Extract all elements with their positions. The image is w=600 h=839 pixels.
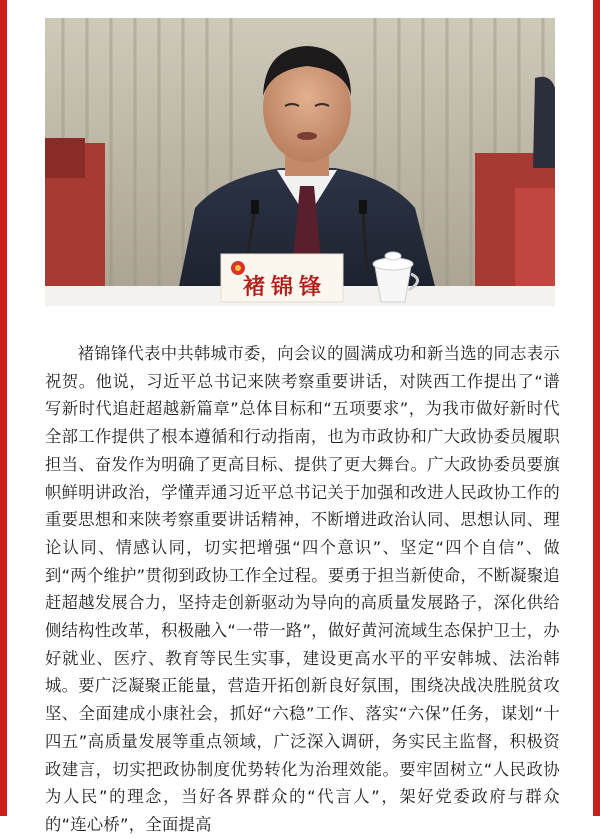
nameplate-name: 褚锦锋 — [242, 274, 328, 300]
left-red-border — [0, 0, 7, 816]
speaker-photo — [45, 18, 555, 306]
right-red-border — [593, 0, 600, 816]
article-paragraph: 褚锦锋代表中共韩城市委，向会议的圆满成功和新当选的同志表示祝贺。他说，习近平总书记来陕考察重要讲话，对陕西工作提出了“谱写新时代追赶超越新篇章”总体目标和“五项要求”，为我市做好新时代全部工作提供了根本遵循和行动指南，也为市政协和广大政协委员履职担当、奋发作为明确了更高目标、提供了更大舞台。广大政协委员要旗帜鲜明讲政治，学懂弄通习近平总书记关于加强和改进人民政协工作的重要思想和来陕考察重要讲话精神，不断增进政治认同、思想认同、理论认同、情感认同，切实把增强“四个意识”、坚定“四个自信”、做到“两个维护”贯彻到政协工作全过程。要勇于担当新使命，不断凝聚追赶超越发展合力，坚持走创新驱动为导向的高质量发展路子，深化供给侧结构性改革，积极融入“一带一路”，做好黄河流域生态保护卫士，办好就业、医疗、教育等民生实事，建设更高水平的平安韩城、法治韩城。要广泛凝聚正能量，营造开拓创新良好氛围，围绕决战决胜脱贫攻坚、全面建成小康社会，抓好“六稳”工作、落实“六保”任务，谋划“十四五”高质量发展等重点领域，广泛深入调研，务实民主监督，积极资政建言，切实把政协制度优势转化为治理效能。要牢固树立“人民政协为人民”的理念，当好各界群众的“代言人”，架好党委政府与群众的“连心桥”，全面提高 — [45, 344, 560, 834]
